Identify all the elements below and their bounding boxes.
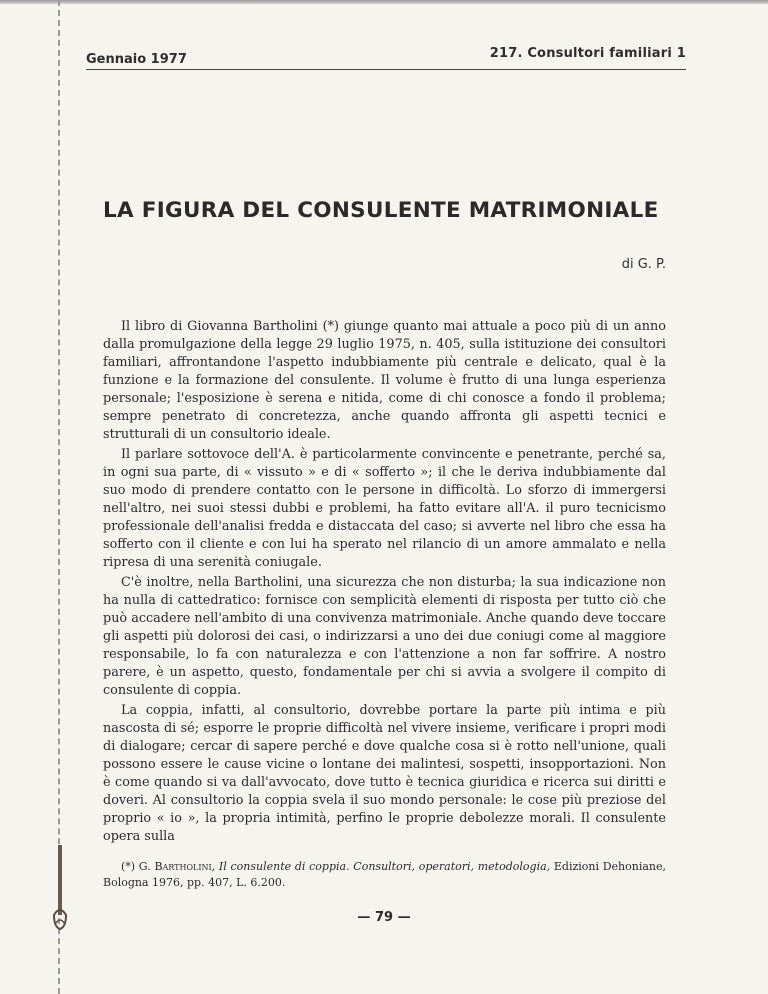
header-section: 217. Consultori familiari 1 [489, 46, 686, 61]
article-body [103, 318, 666, 848]
footnote-publisher: Edizioni Dehoniane, Bologna 1976, pp. 407, L. 6.200. [103, 860, 667, 889]
paragraph: La coppia, infatti, al consultorio, dovrebbe portare la parte più intima e più nascosta di sé; esporre le proprie difficoltà nel vivere insieme, verificare i propri modi di dialogare; cercar di sapere perché e dove qualche cosa si è rotto nell'unione, quali possono essere le cause vicine o lontane dei malintesi, sospetti, insopportazioni. Non è come quando si va dall'avvocato, dove tutto è tecnica giuridica e ricerca sui diritti e doveri. Al consultorio la coppia svela il suo mondo personale: le cose più preziose del proprio « io », la propria intimità, perfino le proprie debolezze morali. Il consulente opera sulla [103, 703, 666, 844]
scan-edge [0, 0, 768, 4]
footnote [103, 859, 666, 891]
paragraph: C'è inoltre, nella Bartholini, una sicurezza che non disturba; la sua indicazione non ha nulla di cattedratico: fornisce con semplicità elementi di risposta per tutto ciò che può accadere nell'ambito di una convivenza matrimoniale. Anche quando deve toccare gli aspetti più dolorosi dei casi, o indirizzarsi a uno dei due coniugi come al maggiore responsabile, lo fa con naturalezza e con l'attenzione a non far soffrire. A nostro parere, è un aspetto, questo, fondamentale per chi si avvia a svolgere il compito di consulente di coppia. [103, 575, 666, 698]
page-number: — 79 — [357, 910, 411, 925]
binder-clip-icon [53, 845, 67, 945]
footnote-author: Bartholini, [154, 860, 216, 873]
paragraph: Il parlare sottovoce dell'A. è particolarmente convincente e penetrante, perché sa, in ogni sua parte, di « vissuto » e di « sofferto »; il che le deriva indubbiamente dal suo modo di prendere contatto con le persone in difficoltà. Lo sforzo di immergersi nell'altro, nei suoi stessi dubbi e problemi, ha fatto evitare all'A. il puro tecnicismo professionale dell'analisi fredda e distaccata del caso; si avverte nel libro che essa ha sofferto con il cliente e con lui ha sperato nel rilancio di un amore ammalato e nella ripresa di una serenità coniugale. [103, 447, 666, 570]
paragraph: Il libro di Giovanna Bartholini (*) giunge quanto mai attuale a poco più di un anno dalla promulgazione della legge 29 luglio 1975, n. 405, sulla istituzione dei consultori familiari, affrontandone l'aspetto indubbiamente più centrale e delicato, qual è la funzione e la formazione del consulente. Il volume è frutto di una lunga esperienza personale; l'esposizione è serena e nitida, come di chi conosce a fondo il problema; sempre penetrato di concretezza, anche quando affronta gli aspetti tecnici e strutturali di un consultorio ideale. [103, 319, 666, 442]
article-author: di G. P. [621, 257, 666, 272]
header-date: Gennaio 1977 [86, 52, 187, 67]
footnote-marker: (*) G. [121, 860, 151, 873]
footnote-book-title: Il consulente di coppia. Consultori, operatori, metodologia, [218, 860, 551, 873]
running-header [86, 44, 686, 70]
header-rule [86, 69, 686, 70]
article-title: LA FIGURA DEL CONSULENTE MATRIMONIALE [103, 198, 659, 223]
